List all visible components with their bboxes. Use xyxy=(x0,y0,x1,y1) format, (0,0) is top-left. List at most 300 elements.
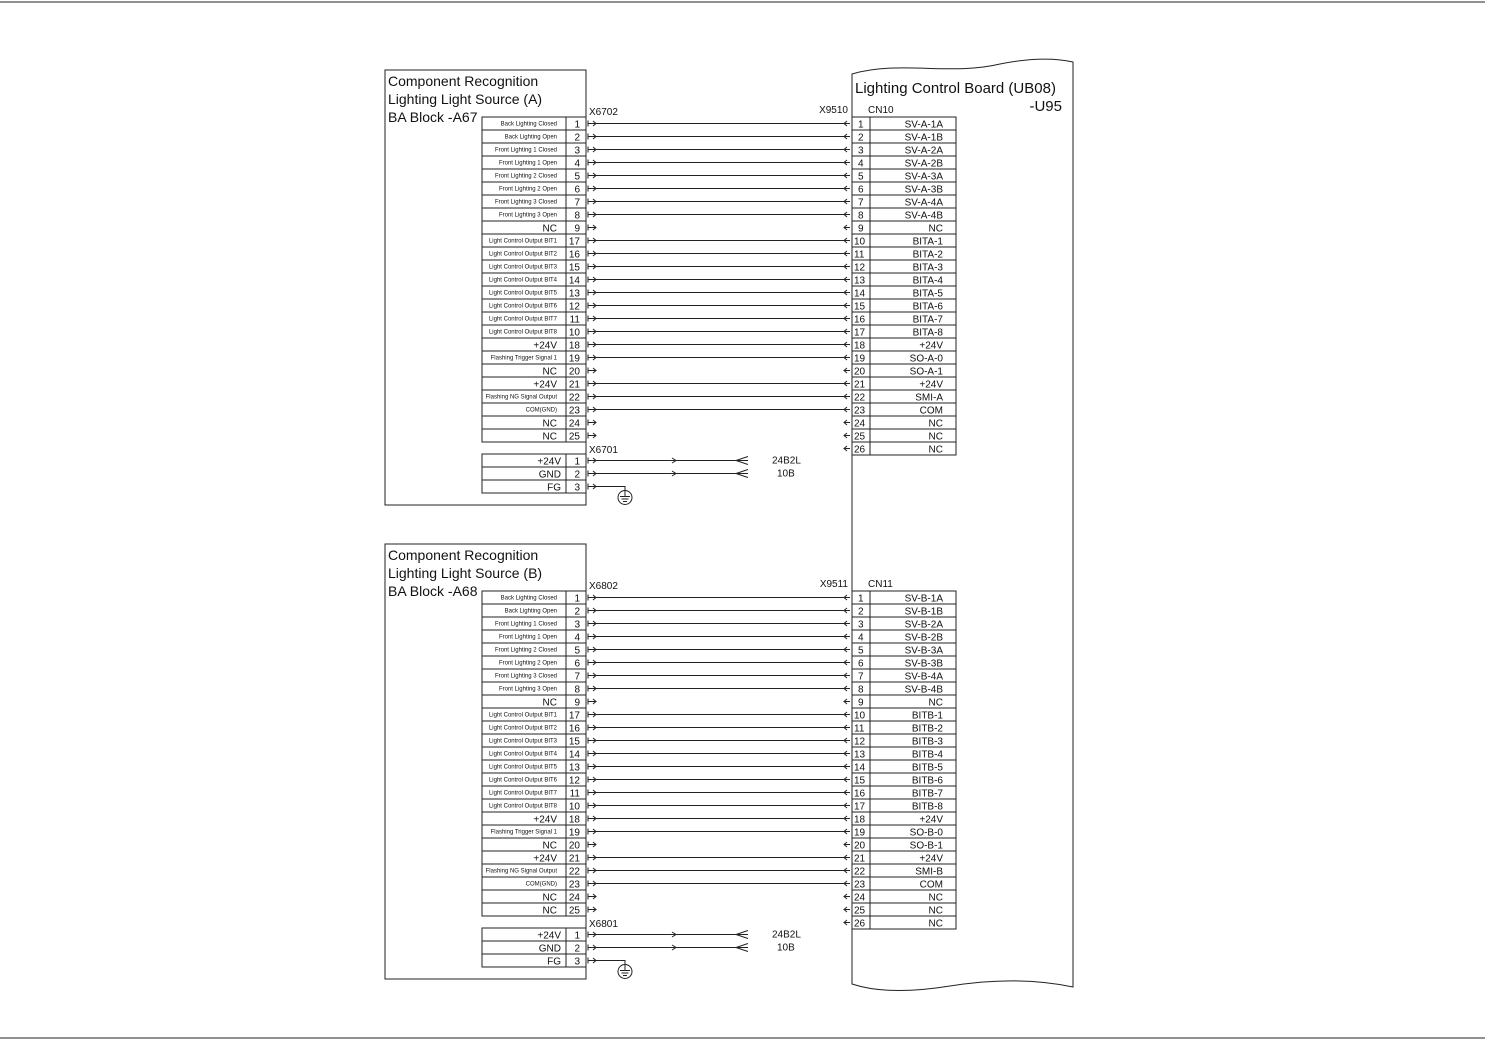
pin-number: 11 xyxy=(569,314,580,326)
pin-number: 19 xyxy=(854,353,866,365)
signal-name: Light Control Output BIT4 xyxy=(488,277,557,284)
pin-arrow-icon xyxy=(844,816,850,821)
signal-name: Front Lighting 1 Closed xyxy=(494,621,557,628)
pin-arrow-icon xyxy=(844,368,850,373)
left-pin-table xyxy=(482,117,596,443)
power-connector-label: X6801 xyxy=(589,919,618,930)
signal-name: NC xyxy=(542,366,557,378)
pin-arrow-icon xyxy=(588,699,596,705)
pin-arrow-icon xyxy=(588,790,596,796)
pin-arrow-icon xyxy=(844,764,850,769)
signal-name: NC xyxy=(542,840,557,852)
pin-arrow-icon xyxy=(844,803,850,808)
component-title: BA Block -A68 xyxy=(388,583,478,599)
pin-arrow-icon xyxy=(588,608,596,614)
signal-name: NC xyxy=(928,444,943,456)
pin-number: 2 xyxy=(574,943,580,955)
pin-number: 14 xyxy=(568,275,580,287)
signal-name: Light Control Output BIT7 xyxy=(488,790,557,797)
signal-name: Light Control Output BIT2 xyxy=(488,725,557,732)
signal-name: Front Lighting 1 Open xyxy=(498,160,557,167)
pin-number: 21 xyxy=(854,379,866,391)
pin-number: 20 xyxy=(568,840,580,852)
signal-name: Flashing NG Signal Output xyxy=(485,394,557,401)
wire-destination: 10B xyxy=(777,942,795,954)
signal-name: NC xyxy=(928,918,943,930)
pin-number: 2 xyxy=(574,469,580,481)
pin-arrow-icon xyxy=(844,394,850,399)
pin-arrow-icon xyxy=(844,342,850,347)
signal-name: Flashing NG Signal Output xyxy=(485,868,557,875)
left-pin-table xyxy=(482,591,596,917)
pin-number: 26 xyxy=(854,444,866,456)
pin-number: 12 xyxy=(568,301,580,313)
table-border xyxy=(482,928,586,967)
pin-arrow-icon xyxy=(844,907,850,912)
pin-arrow-icon xyxy=(844,290,850,295)
signal-name: Front Lighting 2 Open xyxy=(498,660,557,667)
ground-wire xyxy=(596,487,625,491)
pin-number: 3 xyxy=(574,956,580,968)
signal-name: Back Lighting Closed xyxy=(500,595,557,602)
pin-arrow-icon xyxy=(588,420,596,426)
pin-arrow-icon xyxy=(844,173,850,178)
pin-arrow-icon xyxy=(588,842,596,848)
pin-number: 25 xyxy=(568,905,580,917)
pin-arrow-icon xyxy=(588,945,596,951)
pin-arrow-icon xyxy=(844,621,850,626)
signal-name: Light Control Output BIT7 xyxy=(488,316,557,323)
signal-name: FG xyxy=(547,956,561,968)
signal-name: NC xyxy=(542,431,557,443)
pin-arrow-icon xyxy=(588,958,596,964)
signal-name: BITA-1 xyxy=(912,236,943,248)
pin-arrow-icon xyxy=(588,712,596,718)
block-a xyxy=(385,70,956,505)
signal-name: SO-A-0 xyxy=(909,353,943,365)
pin-number: 9 xyxy=(574,223,580,235)
signal-name: +24V xyxy=(533,340,557,352)
pin-number: 24 xyxy=(568,418,580,430)
power-connector-label: X6701 xyxy=(589,445,618,456)
signal-name: BITA-4 xyxy=(912,275,943,287)
pin-arrow-icon xyxy=(588,855,596,861)
signal-name: SV-A-4B xyxy=(904,210,943,222)
signal-name: SMI-B xyxy=(915,866,943,878)
pin-number: 8 xyxy=(574,684,580,696)
pin-arrow-icon xyxy=(844,777,850,782)
signal-name: BITB-4 xyxy=(911,749,943,761)
board-title: Lighting Control Board (UB08) xyxy=(855,80,1056,97)
pin-number: 5 xyxy=(574,645,580,657)
pin-number: 1 xyxy=(574,930,580,942)
pin-number: 4 xyxy=(858,158,864,170)
pin-number: 8 xyxy=(858,684,864,696)
pin-number: 7 xyxy=(858,197,864,209)
pin-arrow-icon xyxy=(588,290,596,296)
pin-number: 14 xyxy=(854,762,866,774)
signal-name: NC xyxy=(542,418,557,430)
pin-number: 19 xyxy=(568,353,580,365)
pin-arrow-icon xyxy=(844,264,850,269)
pin-arrow-icon xyxy=(844,790,850,795)
pin-arrow-icon xyxy=(844,420,850,425)
pin-number: 24 xyxy=(854,892,866,904)
pin-number: 6 xyxy=(574,184,580,196)
pin-arrow-icon xyxy=(588,355,596,361)
signal-name: Light Control Output BIT3 xyxy=(488,264,557,271)
pin-arrow-icon xyxy=(588,303,596,309)
pin-number: 23 xyxy=(854,879,866,891)
pin-arrow-icon xyxy=(588,251,596,257)
pin-number: 2 xyxy=(574,132,580,144)
pin-arrow-icon xyxy=(588,134,596,140)
pin-number: 17 xyxy=(568,236,580,248)
pin-number: 13 xyxy=(568,762,580,774)
signal-name: COM xyxy=(919,405,943,417)
pin-arrow-icon xyxy=(844,699,850,704)
pin-arrow-icon xyxy=(588,686,596,692)
pin-arrow-icon xyxy=(588,777,596,783)
pin-arrow-icon xyxy=(844,660,850,665)
pin-number: 15 xyxy=(568,262,580,274)
pin-number: 8 xyxy=(574,210,580,222)
pin-arrow-icon xyxy=(844,186,850,191)
component-title: Lighting Light Source (A) xyxy=(388,91,543,107)
signal-name: SV-B-3B xyxy=(904,658,943,670)
pin-number: 3 xyxy=(574,145,580,157)
signal-name: +24V xyxy=(919,340,943,352)
pin-number: 20 xyxy=(854,366,866,378)
pin-number: 19 xyxy=(568,827,580,839)
signal-name: BITA-2 xyxy=(912,249,943,261)
pin-number: 10 xyxy=(854,710,866,722)
pin-arrow-icon xyxy=(588,329,596,335)
pin-number: 17 xyxy=(568,710,580,722)
signal-name: +24V xyxy=(533,379,557,391)
signal-name: Light Control Output BIT1 xyxy=(488,238,557,245)
pin-arrow-icon xyxy=(844,433,850,438)
pin-number: 26 xyxy=(854,918,866,930)
pin-number: 2 xyxy=(858,132,864,144)
signal-name: SV-B-4A xyxy=(904,671,943,683)
signal-name: Front Lighting 3 Closed xyxy=(494,199,557,206)
pin-arrow-icon xyxy=(588,342,596,348)
pin-arrow-icon xyxy=(844,608,850,613)
pin-arrow-icon xyxy=(844,647,850,652)
signal-name: +24V xyxy=(919,379,943,391)
pin-arrow-icon xyxy=(844,842,850,847)
pin-arrow-icon xyxy=(588,738,596,744)
signal-name: NC xyxy=(928,905,943,917)
pin-number: 22 xyxy=(854,392,866,404)
signal-name: SV-B-2A xyxy=(904,619,943,631)
pin-number: 10 xyxy=(568,801,580,813)
pin-number: 25 xyxy=(854,905,866,917)
signal-name: Flashing Trigger Signal 1 xyxy=(490,829,557,836)
pin-arrow-icon xyxy=(588,647,596,653)
pin-arrow-icon xyxy=(844,329,850,334)
pin-number: 2 xyxy=(858,606,864,618)
signal-name: SV-A-1B xyxy=(904,132,943,144)
pin-arrow-icon xyxy=(588,316,596,322)
signal-name: +24V xyxy=(533,814,557,826)
wire-destination: 10B xyxy=(777,468,795,480)
board-cn-label: CN10 xyxy=(868,105,894,116)
pin-number: 22 xyxy=(568,866,580,878)
pin-number: 6 xyxy=(858,184,864,196)
signal-name: Front Lighting 3 Open xyxy=(498,212,557,219)
pin-arrow-icon xyxy=(844,316,850,321)
ground-icon xyxy=(618,965,632,979)
pin-number: 17 xyxy=(854,327,866,339)
signal-name: Light Control Output BIT5 xyxy=(488,290,557,297)
pin-arrow-icon xyxy=(588,458,596,464)
signal-name: BITA-6 xyxy=(912,301,943,313)
pin-number: 7 xyxy=(574,197,580,209)
signal-name: BITB-8 xyxy=(911,801,943,813)
signal-name: GND xyxy=(538,943,561,955)
pin-arrow-icon xyxy=(844,238,850,243)
right-pin-table xyxy=(844,591,956,930)
pin-number: 3 xyxy=(574,619,580,631)
pin-arrow-icon xyxy=(844,134,850,139)
pin-arrow-icon xyxy=(844,868,850,873)
signal-name: Front Lighting 1 Closed xyxy=(494,147,557,154)
pin-number: 7 xyxy=(574,671,580,683)
pin-number: 13 xyxy=(854,749,866,761)
pin-arrow-icon xyxy=(588,381,596,387)
pin-arrow-icon xyxy=(844,160,850,165)
pin-number: 3 xyxy=(574,482,580,494)
signal-name: BITA-5 xyxy=(912,288,943,300)
pin-arrow-icon xyxy=(588,673,596,679)
pin-arrow-icon xyxy=(588,264,596,270)
pin-number: 11 xyxy=(854,723,865,735)
pin-number: 25 xyxy=(568,431,580,443)
pin-number: 12 xyxy=(568,775,580,787)
signal-name: BITA-7 xyxy=(912,314,943,326)
pin-arrow-icon xyxy=(844,407,850,412)
signal-name: SV-B-1B xyxy=(904,606,943,618)
signal-name: Light Control Output BIT4 xyxy=(488,751,557,758)
wire-destination: 24B2L xyxy=(772,929,801,941)
pin-arrow-icon xyxy=(588,471,596,477)
pin-number: 11 xyxy=(569,788,580,800)
table-border xyxy=(482,454,586,493)
pin-number: 25 xyxy=(854,431,866,443)
pin-arrow-icon xyxy=(844,920,850,925)
pin-number: 18 xyxy=(854,814,866,826)
pin-arrow-icon xyxy=(588,212,596,218)
pin-arrow-icon xyxy=(588,803,596,809)
signal-name: Front Lighting 2 Closed xyxy=(494,647,557,654)
signal-name: NC xyxy=(542,905,557,917)
signal-name: BITB-1 xyxy=(911,710,943,722)
pin-number: 18 xyxy=(568,814,580,826)
signal-name: NC xyxy=(928,697,943,709)
pin-number: 5 xyxy=(858,645,864,657)
pin-number: 20 xyxy=(568,366,580,378)
pin-arrow-icon xyxy=(588,621,596,627)
pin-arrow-icon xyxy=(588,238,596,244)
signal-name: SV-A-2B xyxy=(904,158,943,170)
pin-arrow-icon xyxy=(844,751,850,756)
pin-number: 22 xyxy=(568,392,580,404)
pin-number: 24 xyxy=(568,892,580,904)
component-title: Component Recognition xyxy=(388,73,539,89)
signal-name: SV-A-4A xyxy=(904,197,943,209)
pin-arrow-icon xyxy=(588,173,596,179)
pin-arrow-icon xyxy=(844,881,850,886)
pin-number: 10 xyxy=(854,236,866,248)
pin-number: 21 xyxy=(568,379,580,391)
pin-number: 16 xyxy=(854,788,866,800)
pin-number: 1 xyxy=(858,593,864,605)
pin-number: 24 xyxy=(854,418,866,430)
signal-name: FG xyxy=(547,482,561,494)
pin-number: 3 xyxy=(858,619,864,631)
signal-name: Back Lighting Open xyxy=(504,134,557,141)
pin-arrow-icon xyxy=(588,932,596,938)
pin-arrow-icon xyxy=(844,381,850,386)
ground-wire xyxy=(596,961,625,965)
signal-name: Flashing Trigger Signal 1 xyxy=(490,355,557,362)
pin-arrow-icon xyxy=(588,277,596,283)
pin-number: 20 xyxy=(854,840,866,852)
pin-number: 3 xyxy=(858,145,864,157)
pin-arrow-icon xyxy=(588,433,596,439)
pin-number: 1 xyxy=(574,593,580,605)
pin-number: 16 xyxy=(568,723,580,735)
signal-connector-label: X6802 xyxy=(589,581,618,592)
pin-arrow-icon xyxy=(844,712,850,717)
pin-number: 9 xyxy=(858,697,864,709)
signal-name: +24V xyxy=(919,853,943,865)
pin-arrow-icon xyxy=(588,751,596,757)
signal-name: BITB-7 xyxy=(911,788,943,800)
pin-number: 23 xyxy=(568,879,580,891)
pin-arrow-icon xyxy=(588,634,596,640)
signal-name: BITA-8 xyxy=(912,327,943,339)
signal-name: SV-B-3A xyxy=(904,645,943,657)
pin-number: 1 xyxy=(574,456,580,468)
signal-name: BITB-6 xyxy=(911,775,943,787)
signal-name: Front Lighting 3 Open xyxy=(498,686,557,693)
pin-arrow-icon xyxy=(588,829,596,835)
pin-number: 9 xyxy=(858,223,864,235)
component-title: Lighting Light Source (B) xyxy=(388,565,543,581)
pin-arrow-icon xyxy=(844,355,850,360)
pin-arrow-icon xyxy=(844,147,850,152)
pin-number: 16 xyxy=(568,249,580,261)
pin-arrow-icon xyxy=(588,595,596,601)
pin-number: 6 xyxy=(858,658,864,670)
signal-name: NC xyxy=(542,697,557,709)
pin-arrow-icon xyxy=(844,725,850,730)
signal-name: SV-A-2A xyxy=(904,145,943,157)
block-b xyxy=(385,544,956,979)
pin-number: 19 xyxy=(854,827,866,839)
pin-arrow-icon xyxy=(588,725,596,731)
pin-arrow-icon xyxy=(844,225,850,230)
pin-arrow-icon xyxy=(844,673,850,678)
pin-arrow-icon xyxy=(588,868,596,874)
pin-arrow-icon xyxy=(588,894,596,900)
pin-number: 22 xyxy=(854,866,866,878)
pin-arrow-icon xyxy=(588,199,596,205)
signal-name: Light Control Output BIT8 xyxy=(488,803,557,810)
signal-name: SMI-A xyxy=(915,392,943,404)
pin-number: 12 xyxy=(854,736,866,748)
pin-number: 12 xyxy=(854,262,866,274)
pin-number: 18 xyxy=(568,340,580,352)
signal-name: SV-A-3A xyxy=(904,171,943,183)
signal-name: BITA-3 xyxy=(912,262,943,274)
pin-arrow-icon xyxy=(588,186,596,192)
pin-number: 15 xyxy=(854,775,866,787)
pin-arrow-icon xyxy=(844,303,850,308)
ground-icon xyxy=(618,491,632,505)
signal-name: SV-A-3B xyxy=(904,184,943,196)
pin-arrow-icon xyxy=(844,212,850,217)
signal-name: NC xyxy=(928,418,943,430)
pin-arrow-icon xyxy=(588,160,596,166)
board-connector-label: X9510 xyxy=(819,105,848,116)
signal-name: NC xyxy=(928,431,943,443)
pin-number: 21 xyxy=(854,853,866,865)
pin-number: 18 xyxy=(854,340,866,352)
pin-arrow-icon xyxy=(844,738,850,743)
pin-arrow-icon xyxy=(588,881,596,887)
signal-name: +24V xyxy=(533,853,557,865)
pin-arrow-icon xyxy=(844,251,850,256)
pin-number: 14 xyxy=(568,749,580,761)
pin-arrow-icon xyxy=(588,368,596,374)
signal-name: Light Control Output BIT3 xyxy=(488,738,557,745)
signal-name: BITB-3 xyxy=(911,736,943,748)
signal-name: +24V xyxy=(919,814,943,826)
pin-number: 9 xyxy=(574,697,580,709)
wire-destination: 24B2L xyxy=(772,455,801,467)
pin-arrow-icon xyxy=(588,407,596,413)
signal-name: COM(GND) xyxy=(525,881,557,888)
pin-number: 16 xyxy=(854,314,866,326)
pin-number: 4 xyxy=(574,158,580,170)
pin-number: 7 xyxy=(858,671,864,683)
pin-number: 14 xyxy=(854,288,866,300)
pin-arrow-icon xyxy=(588,147,596,153)
pin-number: 2 xyxy=(574,606,580,618)
pin-arrow-icon xyxy=(588,907,596,913)
pin-number: 23 xyxy=(568,405,580,417)
signal-name: +24V xyxy=(537,456,561,468)
pin-arrow-icon xyxy=(844,894,850,899)
board-connector-label: X9511 xyxy=(819,579,848,590)
signal-name: Light Control Output BIT8 xyxy=(488,329,557,336)
signal-name: Light Control Output BIT2 xyxy=(488,251,557,258)
pin-number: 11 xyxy=(854,249,865,261)
pin-arrow-icon xyxy=(844,595,850,600)
pin-arrow-icon xyxy=(844,686,850,691)
signal-name: Light Control Output BIT6 xyxy=(488,303,557,310)
pin-number: 13 xyxy=(854,275,866,287)
pin-arrow-icon xyxy=(588,225,596,231)
signal-name: SO-B-0 xyxy=(909,827,943,839)
pin-number: 4 xyxy=(574,632,580,644)
pin-arrow-icon xyxy=(844,121,850,126)
pin-number: 13 xyxy=(568,288,580,300)
